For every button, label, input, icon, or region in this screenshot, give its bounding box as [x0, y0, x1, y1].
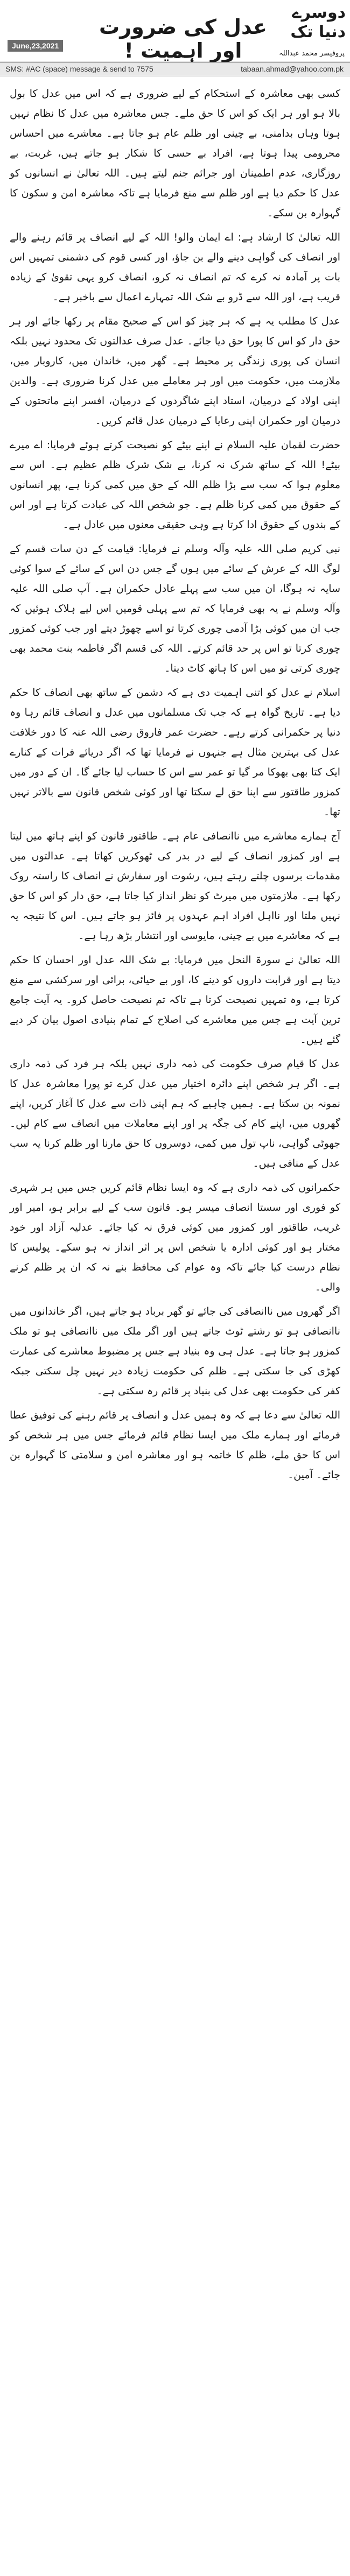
- paragraph: اللہ تعالیٰ نے سورۃ النحل میں فرمایا: بے شک اللہ عدل اور احسان کا حکم دیتا ہے اور قرابت داروں کو دینے کا، اور بے حیائی، برائی اور سرکشی سے منع کرتا ہے، وہ تمہیں نصیحت کرتا ہے تاکہ تم نصیحت حاصل کرو۔ یہ آیت جامع ترین آیت ہے جس میں معاشرے کی اصلاح کے تمام بنیادی اصول بیان کر دیے گئے ہیں۔: [10, 954, 340, 1046]
- paragraph: اسلام نے عدل کو اتنی اہمیت دی ہے کہ دشمن کے ساتھ بھی انصاف کا حکم دیا ہے۔ تاریخ گواہ ہے کہ جب تک مسلمانوں میں عدل و انصاف قائم رہا وہ دنیا پر حکمرانی کرتے رہے۔ حضرت عمر فاروق رضی اللہ عنہ کا دور خلافت عدل کی بہترین مثال ہے جنہوں نے فرمایا تھا کہ اگر دریائے فرات کے کنارے ایک کتا بھی بھوکا مر گیا تو عمر سے اس کا حساب لیا جائے گا۔ ان کے دور میں کمزور طاقتور سے اپنا حق لے سکتا تھا اور کوئی شخص قانون سے بالاتر نہیں تھا۔: [10, 687, 340, 818]
- paragraph: حکمرانوں کی ذمہ داری ہے کہ وہ ایسا نظام قائم کریں جس میں ہر شہری کو فوری اور سستا انصاف میسر ہو۔ قانون سب کے لیے برابر ہو، امیر اور غریب، طاقتور اور کمزور میں کوئی فرق نہ کیا جائے۔ عدلیہ آزاد اور خود مختار ہو اور کوئی ادارہ یا شخص اس پر اثر انداز نہ ہو سکے۔ پولیس کا نظام درست کیا جائے تاکہ وہ عوام کی محافظ بنے نہ کہ ان پر ظلم کرنے والی۔: [10, 1182, 340, 1293]
- author-email: tabaan.ahmad@yahoo.com.pk: [241, 65, 344, 73]
- paragraph: عدل کا قیام صرف حکومت کی ذمہ داری نہیں بلکہ ہر فرد کی ذمہ داری ہے۔ اگر ہر شخص اپنے دائرہ اختیار میں عدل کرے تو پورا معاشرہ عدل کا نمونہ بن سکتا ہے۔ ہمیں چاہیے کہ ہم اپنی ذات سے عدل کا آغاز کریں، اپنے گھروں میں، اپنے کام کی جگہ پر اور اپنے معاملات میں انصاف سے کام لیں۔ جھوٹی گواہی، ناپ تول میں کمی، دوسروں کا حق مارنا اور ظلم کرنا یہ سب عدل کے منافی ہیں۔: [10, 1058, 340, 1169]
- date-badge: June,23,2021: [8, 40, 63, 52]
- paragraph: اللہ تعالیٰ کا ارشاد ہے: اے ایمان والو! اللہ کے لیے انصاف پر قائم رہنے والے اور انصاف کی گواہی دینے والے بن جاؤ، اور کسی قوم کی دشمنی تمہیں اس بات پر آمادہ نہ کرے کہ تم انصاف نہ کرو، انصاف کرو یہی تقویٰ کے زیادہ قریب ہے، اور اللہ سے ڈرو بے شک اللہ تمہارے اعمال سے باخبر ہے۔: [10, 231, 340, 303]
- paragraph: نبی کریم صلی اللہ علیہ وآلہ وسلم نے فرمایا: قیامت کے دن سات قسم کے لوگ اللہ کے عرش کے سائے میں ہوں گے جس دن اس کے سائے کے سوا کوئی سایہ نہ ہوگا، ان میں سب سے پہلے عادل حکمران ہے۔ آپ صلی اللہ علیہ وآلہ وسلم نے یہ بھی فرمایا کہ تم سے پہلی قومیں اس لیے ہلاک ہوئیں کہ جب ان میں کوئی بڑا آدمی چوری کرتا تو اسے چھوڑ دیتے اور جب کوئی کمزور چوری کرتا تو اس پر حد قائم کرتے۔ اللہ کی قسم اگر فاطمہ بنت محمد بھی چوری کرتی تو میں اس کا ہاتھ کاٹ دیتا۔: [10, 543, 340, 674]
- article-title: عدل کی ضرورت اور اہمیت !: [99, 15, 267, 62]
- logo-line-2: دنیا تک: [290, 23, 346, 41]
- paragraph: کسی بھی معاشرہ کے استحکام کے لیے ضروری ہے کہ اس میں عدل کا بول بالا ہو اور ہر ایک کو اس کا حق ملے۔ جس معاشرہ میں عدل کا نظام نہیں ہوتا وہاں بدامنی، بے چینی اور ظلم عام ہو جاتا ہے۔ معاشرے میں احساس محرومی پیدا ہوتا ہے، افراد بے حسی کا شکار ہو جاتے ہیں، غربت، بے روزگاری، عدم اطمینان اور جرائم جنم لیتے ہیں۔ اللہ تعالیٰ نے انسانوں کو عدل کا حکم دیا ہے اور ظلم سے منع فرمایا ہے تاکہ معاشرہ امن و سکون کا گہوارہ بن سکے۔: [10, 88, 340, 219]
- sms-info: SMS: #AC (space) message & send to 7575: [5, 65, 153, 73]
- contact-strip: [0, 62, 350, 76]
- article-header: [0, 0, 350, 62]
- paragraph: اللہ تعالیٰ سے دعا ہے کہ وہ ہمیں عدل و انصاف پر قائم رہنے کی توفیق عطا فرمائے اور ہمارے ملک میں ایسا نظام قائم فرمائے جس میں ہر شخص کو اس کا حق ملے، ظلم کا خاتمہ ہو اور معاشرہ امن و سلامتی کا گہوارہ بن جائے۔ آمین۔: [10, 1409, 340, 1481]
- article-body: [0, 76, 350, 1485]
- paragraph: عدل کا مطلب یہ ہے کہ ہر چیز کو اس کے صحیح مقام پر رکھا جائے اور ہر حق دار کو اس کا پورا حق دیا جائے۔ عدل صرف عدالتوں تک محدود نہیں بلکہ انسان کی پوری زندگی پر محیط ہے۔ گھر میں، خاندان میں، کاروبار میں، ملازمت میں، حکومت میں اور ہر معاملے میں عدل کرنا ضروری ہے۔ والدین اپنی اولاد کے درمیان، استاد اپنے شاگردوں کے درمیان، افسر اپنے ماتحتوں کے درمیان اور حکمران اپنی رعایا کے درمیان عدل قائم کریں۔: [10, 315, 340, 427]
- paragraph: آج ہمارے معاشرے میں ناانصافی عام ہے۔ طاقتور قانون کو اپنے ہاتھ میں لیتا ہے اور کمزور انصاف کے لیے در بدر کی ٹھوکریں کھاتا ہے۔ عدالتوں میں مقدمات برسوں چلتے رہتے ہیں، رشوت اور سفارش نے انصاف کا راستہ روک رکھا ہے۔ ملازمتوں میں میرٹ کو نظر انداز کیا جاتا ہے، حق دار کو اس کا حق نہیں ملتا اور نااہل افراد اہم عہدوں پر فائز ہو جاتے ہیں۔ اس کا نتیجہ یہ ہے کہ معاشرے میں بے چینی، مایوسی اور انتشار بڑھ رہا ہے۔: [10, 830, 340, 942]
- author-name: پروفیسر محمد عبداللہ: [279, 50, 345, 58]
- paragraph: حضرت لقمان علیہ السلام نے اپنے بیٹے کو نصیحت کرتے ہوئے فرمایا: اے میرے بیٹے! اللہ کے ساتھ شرک نہ کرنا، بے شک شرک ظلم عظیم ہے۔ اس سے معلوم ہوا کہ سب سے بڑا ظلم اللہ کے حق میں کمی کرنا ہے، پھر انسانوں کے حقوق میں کمی کرنا ظلم ہے۔ جو شخص اللہ کی عبادت کرتا ہے اور اس کے بندوں کے حقوق ادا کرتا ہے وہی حقیقی معنوں میں عادل ہے۔: [10, 439, 340, 531]
- logo-line-1: دوسرے: [292, 3, 346, 22]
- paragraph: اگر گھروں میں ناانصافی کی جائے تو گھر برباد ہو جاتے ہیں، اگر خاندانوں میں ناانصافی ہو تو رشتے ٹوٹ جاتے ہیں اور اگر ملک میں ناانصافی ہو تو ملک کمزور ہو جاتا ہے۔ عدل ہی وہ بنیاد ہے جس پر مضبوط معاشرے کی عمارت کھڑی کی جا سکتی ہے۔ ظلم کی حکومت زیادہ دیر نہیں چل سکتی جبکہ کفر کی حکومت بھی عدل کی بنیاد پر قائم رہ سکتی ہے۔: [10, 1305, 340, 1397]
- column-logo: [282, 3, 346, 51]
